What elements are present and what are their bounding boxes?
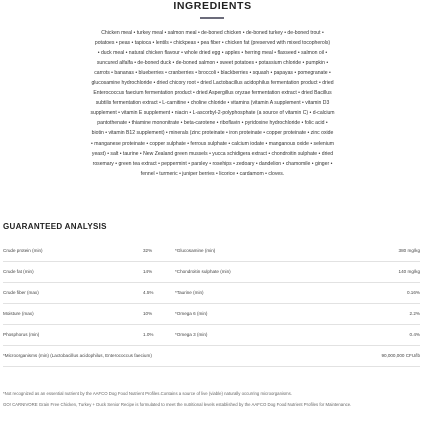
footnotes bbox=[3, 391, 420, 408]
nutrient-value: 10% bbox=[143, 311, 153, 316]
nutrient-label: *Taurine (min) bbox=[175, 290, 204, 295]
table-row bbox=[3, 241, 420, 262]
nutrient-label: Crude fat (min) bbox=[3, 269, 34, 274]
nutrient-value: 140 mg/kg bbox=[398, 269, 420, 274]
ingredients-line: • duck meal • natural chicken flavour • whole dried egg • apples • herring meal • flaxseed • salmon oil • bbox=[97, 50, 328, 57]
nutrient-value: 4.5% bbox=[143, 290, 154, 295]
table-row bbox=[3, 346, 420, 367]
nutrient-value: 380 mg/kg bbox=[398, 248, 420, 253]
ingredients-line: Chicken meal • turkey meal • salmon meal • de-boned chicken • de-boned turkey • de-boned trout • bbox=[101, 30, 324, 36]
nutrient-label: Moisture (max) bbox=[3, 311, 34, 316]
footnote-aafco-statement: GO! CARNIVORE Grain Free Chicken, Turkey + Duck Senior Recipe is formulated to meet the nutritional levels established by the AAFCO Dog Food Nutrient Profiles for Maintenance. bbox=[3, 401, 352, 407]
ingredients-line: potatoes • peas • tapioca • lentils • chickpeas • pea fiber • chicken fat (preserved with mixed tocopherols) bbox=[94, 40, 331, 47]
table-row bbox=[3, 262, 420, 283]
ingredients-line: rosemary • green tea extract • peppermint • parsley • rosehips • zedoary • dandelion • chamomile • ginger • bbox=[92, 160, 333, 167]
ingredients-line: subtilis fermentation extract • L-carnitine • choline chloride • vitamins (vitamin A supplement • vitamin D3 bbox=[95, 100, 330, 107]
nutrient-label: Crude protein (min) bbox=[3, 248, 43, 253]
footnote-asterisk: *Not recognized as an essential nutrient by the AAFCO Dog Food Nutrient Profiles.Contains a source of live (viable) naturally occurring microorganisms. bbox=[3, 391, 292, 396]
ingredients-line: yeast) • salt • taurine • New Zealand green mussels • yucca schidigera extract • chondroitin sulphate • dried bbox=[91, 150, 334, 157]
nutrient-label: Phosphorus (min) bbox=[3, 332, 40, 337]
nutrient-label: *Chondroitin sulphate (min) bbox=[175, 269, 231, 274]
nutrient-label: *Omega 3 (min) bbox=[175, 332, 208, 337]
nutrient-label: Crude fiber (max) bbox=[3, 290, 39, 295]
table-row bbox=[3, 325, 420, 346]
nutrient-label: *Glucosamine (min) bbox=[175, 248, 216, 253]
microorganisms-value: 90,000,000 CFU/lb bbox=[381, 353, 420, 358]
guaranteed-analysis-table bbox=[3, 241, 420, 367]
ingredients-heading: INGREDIENTS bbox=[173, 0, 252, 12]
nutrient-label: *Omega 6 (min) bbox=[175, 311, 208, 316]
nutrient-value: 0.16% bbox=[406, 290, 420, 295]
table-row bbox=[3, 283, 420, 304]
nutrient-value: 32% bbox=[143, 248, 153, 253]
heading-underline bbox=[200, 17, 224, 19]
guaranteed-analysis-heading: GUARANTEED ANALYSIS bbox=[3, 222, 107, 231]
ingredients-line: Enterococcus faecium fermentation product • dried Aspergillus oryzae fermentation extract • dried Bacillus bbox=[93, 90, 332, 97]
ingredients-line: supplement • vitamin E supplement • niacin • L-ascorbyl-2-polyphosphate (a source of vitamin C) • d-calcium bbox=[90, 110, 335, 117]
ingredients-line: biotin • vitamin B12 supplement) • minerals (zinc proteinate • iron proteinate • copper proteinate • zinc oxide bbox=[91, 130, 334, 137]
nutrient-value: 1.0% bbox=[143, 332, 154, 337]
ingredients-list bbox=[2, 28, 423, 179]
ingredients-line: glucosamine hydrochloride • dried chicory root • dried Lactobacillus acidophilus fermentation product • dried bbox=[91, 80, 334, 87]
ingredients-line: pantothenate • thiamine mononitrate • beta-carotene • riboflavin • pyridoxine hydrochloride • folic acid • bbox=[97, 120, 328, 127]
ingredients-line: carrots • bananas • blueberries • cranberries • broccoli • blackberries • squash • papayas • pomegranate • bbox=[94, 70, 331, 77]
nutrient-value: 2.2% bbox=[409, 311, 420, 316]
ingredients-line: • manganese proteinate • copper sulphate • ferrous sulphate • calcium iodate • manganous oxide • selenium bbox=[91, 140, 334, 147]
microorganisms-label: *Microorganisms (min) (Lactobacillus acidophilus, Enterococcus faecium) bbox=[3, 353, 152, 358]
ingredients-line: suncured alfalfa • de-boned duck • de-boned salmon • sweet potatoes • potassium chloride • pumpkin • bbox=[96, 60, 329, 67]
ingredients-line: fennel • turmeric • juniper berries • licorice • cardamom • cloves. bbox=[140, 170, 285, 177]
nutrient-value: 0.4% bbox=[409, 332, 420, 337]
table-row bbox=[3, 304, 420, 325]
nutrient-value: 14% bbox=[143, 269, 153, 274]
